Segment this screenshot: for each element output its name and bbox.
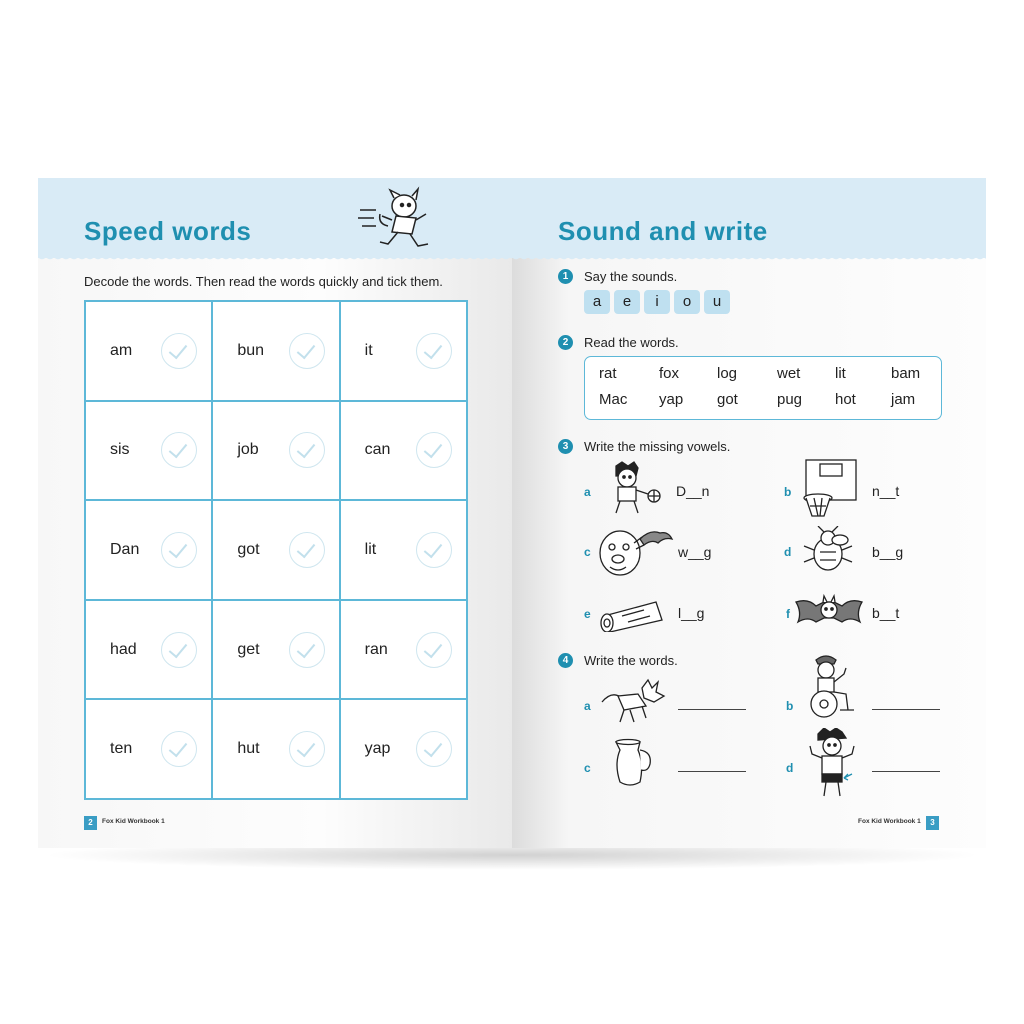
speed-word: am bbox=[110, 341, 133, 359]
read-word: pug bbox=[777, 391, 803, 408]
speed-word: had bbox=[110, 640, 137, 658]
read-word: jam bbox=[891, 391, 916, 408]
read-word: yap bbox=[659, 391, 684, 408]
word-cell[interactable] bbox=[85, 600, 212, 700]
word-cell[interactable] bbox=[85, 401, 212, 501]
speed-word: sis bbox=[110, 441, 130, 459]
footer-text: Fox Kid Workbook 1 bbox=[858, 818, 921, 825]
kid-strong-illustration bbox=[804, 728, 864, 802]
speed-word: ran bbox=[364, 640, 388, 658]
check-icon[interactable] bbox=[289, 432, 325, 468]
read-word: bam bbox=[891, 365, 921, 382]
vowel-chip: o bbox=[674, 290, 700, 314]
item-letter: b bbox=[786, 699, 794, 713]
word-cell[interactable] bbox=[85, 699, 212, 799]
word-box bbox=[584, 356, 942, 420]
speed-word: hut bbox=[237, 740, 260, 758]
speed-word: yap bbox=[364, 740, 391, 758]
missing-vowel-word: w__g bbox=[678, 544, 712, 560]
missing-vowel-word: b__g bbox=[872, 544, 904, 560]
word-cell[interactable] bbox=[212, 401, 339, 501]
check-icon[interactable] bbox=[161, 632, 197, 668]
instruction-text: Decode the words. Then read the words quickly and tick them. bbox=[84, 274, 443, 289]
check-icon[interactable] bbox=[161, 731, 197, 767]
vowel-chip: a bbox=[584, 290, 610, 314]
check-icon[interactable] bbox=[289, 532, 325, 568]
read-word: fox bbox=[659, 365, 680, 382]
word-cell[interactable] bbox=[340, 699, 467, 799]
question-number: 3 bbox=[558, 439, 573, 454]
speed-word: job bbox=[237, 441, 259, 459]
item-letter: c bbox=[584, 545, 591, 559]
answer-line[interactable] bbox=[872, 771, 940, 772]
page-title: Speed words bbox=[84, 216, 252, 246]
word-cell[interactable] bbox=[340, 301, 467, 401]
right-page bbox=[512, 178, 986, 848]
read-word: log bbox=[717, 365, 738, 382]
word-cell[interactable] bbox=[85, 301, 212, 401]
speed-word: can bbox=[364, 441, 391, 459]
read-word: got bbox=[717, 391, 738, 408]
kid-wheelchair-illustration bbox=[802, 654, 858, 720]
check-icon[interactable] bbox=[161, 333, 197, 369]
missing-vowel-word: D__n bbox=[676, 483, 710, 499]
item-letter: f bbox=[786, 607, 790, 621]
item-letter: d bbox=[784, 545, 792, 559]
answer-line[interactable] bbox=[678, 709, 746, 710]
vowel-chip: i bbox=[644, 290, 670, 314]
item-letter: e bbox=[584, 607, 591, 621]
question-number: 1 bbox=[558, 269, 573, 284]
question-text: Write the words. bbox=[584, 653, 678, 668]
speed-word: lit bbox=[364, 540, 377, 558]
log-illustration bbox=[598, 596, 668, 632]
item-letter: b bbox=[784, 485, 792, 499]
question-text: Say the sounds. bbox=[584, 269, 678, 284]
bat-illustration bbox=[794, 592, 864, 632]
footer-text: Fox Kid Workbook 1 bbox=[102, 818, 165, 825]
missing-vowel-word: b__t bbox=[872, 605, 900, 621]
word-cell[interactable] bbox=[212, 600, 339, 700]
check-icon[interactable] bbox=[161, 532, 197, 568]
speed-word: Dan bbox=[110, 540, 140, 558]
question-number: 2 bbox=[558, 335, 573, 350]
read-word: Mac bbox=[599, 391, 628, 408]
word-cell[interactable] bbox=[340, 401, 467, 501]
word-cell[interactable] bbox=[85, 500, 212, 600]
check-icon[interactable] bbox=[289, 333, 325, 369]
page-number: 3 bbox=[926, 816, 939, 830]
speed-word: got bbox=[237, 540, 260, 558]
basketball-hoop-illustration bbox=[798, 458, 864, 518]
speed-word: bun bbox=[237, 341, 265, 359]
check-icon[interactable] bbox=[416, 333, 452, 369]
kid-basketball-illustration bbox=[602, 460, 666, 516]
missing-vowel-word: n__t bbox=[872, 483, 900, 499]
missing-vowel-word: l__g bbox=[678, 605, 705, 621]
speed-words-grid bbox=[84, 300, 468, 800]
left-page bbox=[38, 178, 512, 848]
item-letter: d bbox=[786, 761, 794, 775]
fox-kid-running-illustration bbox=[358, 186, 438, 252]
word-cell[interactable] bbox=[212, 301, 339, 401]
read-word: rat bbox=[599, 365, 617, 382]
answer-line[interactable] bbox=[872, 709, 940, 710]
bug-illustration bbox=[802, 526, 854, 574]
read-word: wet bbox=[777, 365, 801, 382]
speed-word: ten bbox=[110, 740, 133, 758]
question-text: Write the missing vowels. bbox=[584, 439, 731, 454]
check-icon[interactable] bbox=[416, 632, 452, 668]
check-icon[interactable] bbox=[416, 432, 452, 468]
vowel-chip: u bbox=[704, 290, 730, 314]
jug-illustration bbox=[610, 738, 654, 788]
word-cell[interactable] bbox=[212, 500, 339, 600]
check-icon[interactable] bbox=[289, 632, 325, 668]
page-number: 2 bbox=[84, 816, 97, 830]
page-title: Sound and write bbox=[558, 216, 768, 246]
word-cell[interactable] bbox=[212, 699, 339, 799]
item-letter: a bbox=[584, 485, 591, 499]
word-cell[interactable] bbox=[340, 500, 467, 600]
check-icon[interactable] bbox=[416, 532, 452, 568]
read-word: lit bbox=[835, 365, 846, 382]
check-icon[interactable] bbox=[289, 731, 325, 767]
read-word: hot bbox=[835, 391, 856, 408]
answer-line[interactable] bbox=[678, 771, 746, 772]
speed-word: get bbox=[237, 640, 260, 658]
item-letter: c bbox=[584, 761, 591, 775]
vowel-chip: e bbox=[614, 290, 640, 314]
fox-illustration bbox=[598, 678, 668, 724]
question-text: Read the words. bbox=[584, 335, 679, 350]
face-wig-illustration bbox=[594, 523, 674, 578]
word-cell[interactable] bbox=[340, 600, 467, 700]
item-letter: a bbox=[584, 699, 591, 713]
question-number: 4 bbox=[558, 653, 573, 668]
speed-word: it bbox=[364, 341, 373, 359]
check-icon[interactable] bbox=[416, 731, 452, 767]
check-icon[interactable] bbox=[161, 432, 197, 468]
